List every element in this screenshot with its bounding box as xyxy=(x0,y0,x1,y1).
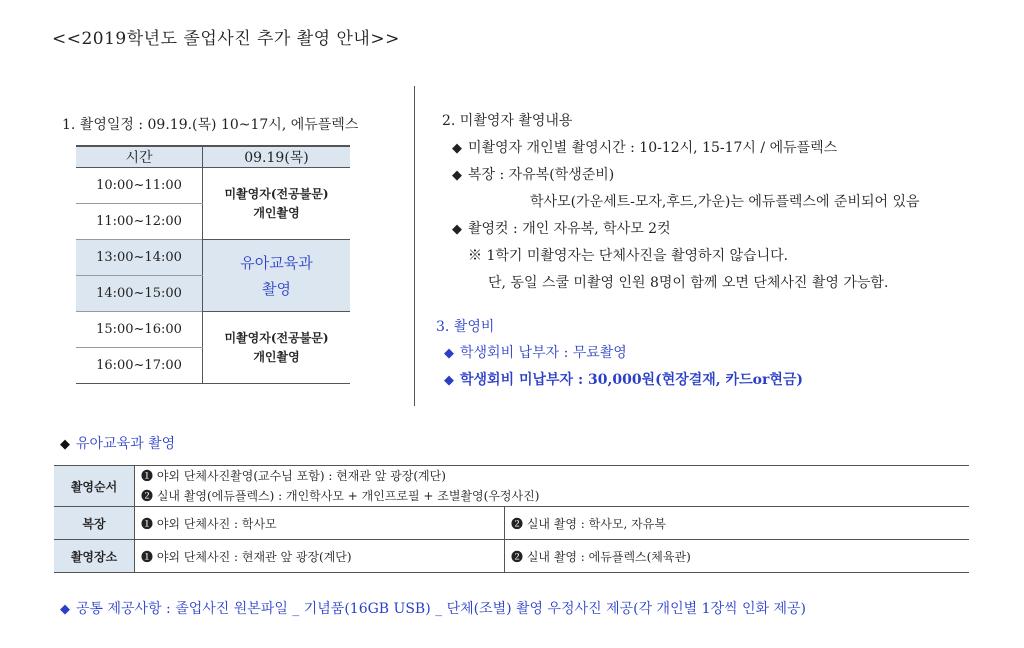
time-cell: 10:00~11:00 xyxy=(76,168,203,204)
diamond-icon: ◆ xyxy=(444,373,454,388)
table-row xyxy=(54,540,969,573)
diamond-icon: ◆ xyxy=(444,346,454,361)
time-cell: 11:00~12:00 xyxy=(76,204,203,240)
list-item xyxy=(442,135,920,162)
row-value: ❷ 실내 촬영 : 학사모, 자유복 xyxy=(505,507,970,540)
row-value: ❶ 야외 단체사진 : 현재관 앞 광장(계단) xyxy=(135,540,505,573)
row-label: 촬영장소 xyxy=(54,540,135,573)
time-cell: 15:00~16:00 xyxy=(76,312,203,348)
activity-line: 미촬영자(전공불문) xyxy=(224,330,329,345)
schedule-header-row xyxy=(76,146,350,168)
row-value: ❶ 야외 단체사진 : 학사모 xyxy=(135,507,505,540)
table-row xyxy=(54,466,969,507)
list-item-text: 촬영컷 : 개인 자유복, 학사모 2컷 xyxy=(468,221,671,237)
note-line: ※ 1학기 미촬영자는 단체사진을 촬영하지 않습니다. xyxy=(468,248,789,264)
fee-section xyxy=(436,314,803,394)
activity-cell xyxy=(203,312,351,384)
page-title: <<2019학년도 졸업사진 추가 촬영 안내>> xyxy=(52,29,400,49)
shooting-details-section xyxy=(442,108,920,297)
table-row xyxy=(76,312,350,348)
activity-cell-highlight xyxy=(203,240,351,312)
row-value: ❷ 실내 촬영 : 에듀플렉스(체육관) xyxy=(505,540,970,573)
table-row xyxy=(76,240,350,276)
list-item-text: 복장 : 자유복(학생준비) xyxy=(468,167,615,183)
row-value xyxy=(135,466,970,507)
order-line: ❶ 야외 단체사진촬영(교수님 포함) : 현재관 앞 광장(계단) xyxy=(141,469,446,483)
department-section-title xyxy=(60,433,175,453)
list-item xyxy=(442,162,920,189)
diamond-icon: ◆ xyxy=(452,168,462,183)
table-row xyxy=(54,507,969,540)
activity-line: 개인촬영 xyxy=(253,349,300,364)
common-provision-text: 공통 제공사항 : 졸업사진 원본파일 _ 기념품(16GB USB) _ 단체(조별) 촬영 우정사진 제공(각 개인별 1장씩 인화 제공) xyxy=(76,601,806,617)
diamond-icon: ◆ xyxy=(60,602,70,617)
activity-line: 촬영 xyxy=(262,279,291,298)
diamond-icon: ◆ xyxy=(60,437,70,452)
header-time: 시간 xyxy=(76,146,203,168)
time-cell: 14:00~15:00 xyxy=(76,276,203,312)
department-title-text: 유아교육과 촬영 xyxy=(76,436,176,452)
schedule-table xyxy=(76,145,350,384)
header-date: 09.19(목) xyxy=(203,146,351,168)
activity-cell xyxy=(203,168,351,240)
list-item-text: 학생회비 납부자 : 무료촬영 xyxy=(460,345,627,361)
activity-line: 유아교육과 xyxy=(240,253,313,272)
department-info-table xyxy=(54,465,969,573)
row-label: 촬영순서 xyxy=(54,466,135,507)
common-provision xyxy=(60,598,806,618)
order-line: ❷ 실내 촬영(에듀플렉스) : 개인학사모 + 개인프로필 + 조별촬영(우정사진) xyxy=(141,489,540,503)
list-item-sub: 학사모(가운세트-모자,후드,가운)는 에듀플렉스에 준비되어 있음 xyxy=(530,194,920,210)
time-cell: 16:00~17:00 xyxy=(76,348,203,384)
note-line: 단, 동일 스쿨 미촬영 인원 8명이 함께 오면 단체사진 촬영 가능함. xyxy=(488,275,889,291)
diamond-icon: ◆ xyxy=(452,222,462,237)
row-label: 복장 xyxy=(54,507,135,540)
fee-title: 3. 촬영비 xyxy=(436,319,495,335)
diamond-icon: ◆ xyxy=(452,141,462,156)
list-item-text: 미촬영자 개인별 촬영시간 : 10-12시, 15-17시 / 에듀플렉스 xyxy=(468,140,838,156)
list-item xyxy=(436,367,803,394)
table-row xyxy=(76,168,350,204)
list-item xyxy=(442,216,920,243)
time-cell: 13:00~14:00 xyxy=(76,240,203,276)
list-item-text: 학생회비 미납부자 : 30,000원(현장결재, 카드or현금) xyxy=(460,372,803,388)
schedule-title: 1. 촬영일정 : 09.19.(목) 10~17시, 에듀플렉스 xyxy=(62,117,359,133)
list-item xyxy=(436,340,803,367)
activity-line: 개인촬영 xyxy=(253,205,300,220)
shooting-details-title: 2. 미촬영자 촬영내용 xyxy=(442,113,573,129)
vertical-divider xyxy=(414,86,415,406)
activity-line: 미촬영자(전공불문) xyxy=(224,186,329,201)
